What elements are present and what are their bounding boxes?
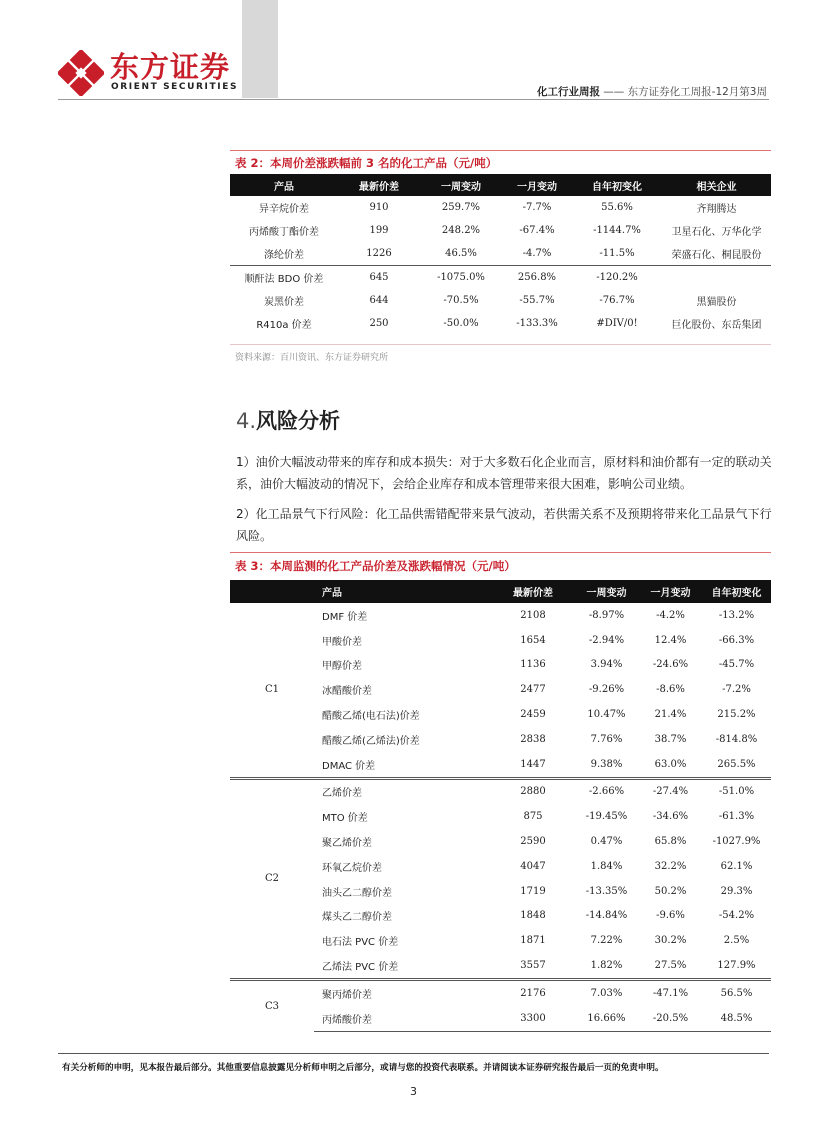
table-cell: 32.2% bbox=[654, 860, 687, 872]
table-cell: 2880 bbox=[492, 778, 574, 804]
table-cell: 甲醇价差 bbox=[322, 661, 362, 673]
table-cell: 1719 bbox=[520, 885, 546, 897]
table-cell: 0.47% bbox=[590, 836, 623, 848]
table-cell: 12.4% bbox=[654, 634, 687, 646]
table-cell: -1144.7% bbox=[593, 225, 641, 236]
table-cell: R410a 价差 bbox=[256, 320, 312, 331]
table3-top-rule bbox=[230, 552, 771, 553]
table-cell: 4047 bbox=[520, 860, 546, 872]
table-cell: 56.5% bbox=[702, 979, 771, 1005]
group-label: C2 bbox=[230, 778, 314, 979]
page-number: 3 bbox=[410, 1085, 417, 1098]
table-row bbox=[230, 312, 771, 335]
table-cell: 38.7% bbox=[654, 733, 687, 745]
table-cell: 27.5% bbox=[654, 960, 687, 972]
table-cell: 顺酐法 BDO 价差 bbox=[230, 266, 338, 290]
table2-title: 表 2：本周价差涨跌幅前 3 名的化工产品（元/吨） bbox=[235, 156, 498, 170]
table-cell: 油头乙二醇价差 bbox=[322, 887, 392, 899]
table2-header-row bbox=[230, 174, 771, 196]
table-cell: 7.03% bbox=[574, 979, 639, 1005]
risk-paragraph-1: 1）油价大幅波动带来的库存和成本损失：对于大多数石化企业而言，原材料和油价都有一定的联动关系，油价大幅波动的情况下，会给企业库存和成本管理带来很大困难，影响公司业绩。 bbox=[236, 455, 772, 491]
header-rule bbox=[58, 99, 769, 100]
table-cell: -66.3% bbox=[718, 634, 755, 646]
table-row bbox=[230, 242, 771, 266]
report-type: 化工行业周报 bbox=[536, 86, 600, 98]
table2-header: 产品 bbox=[230, 174, 338, 196]
table2-header: 一月变动 bbox=[502, 174, 572, 196]
table2-top-rule bbox=[230, 150, 771, 151]
table-cell: 30.2% bbox=[654, 935, 687, 947]
logo-chinese-text: 东方证券 bbox=[110, 50, 231, 84]
table-cell: 巨化股份、东岳集团 bbox=[671, 320, 762, 331]
table-cell: -2.94% bbox=[588, 634, 625, 646]
table-cell: DMF 价差 bbox=[322, 611, 368, 623]
table-cell: 3.94% bbox=[590, 659, 623, 671]
section-number: 4. bbox=[236, 409, 257, 433]
table-cell: -51.0% bbox=[702, 778, 771, 804]
table-cell: -24.6% bbox=[652, 659, 689, 671]
table-cell: 2590 bbox=[520, 836, 546, 848]
table-cell: 3300 bbox=[492, 1006, 574, 1031]
table3-header bbox=[230, 580, 314, 603]
table-row bbox=[230, 603, 771, 628]
table-cell: -20.5% bbox=[639, 1006, 702, 1031]
table3-header-row bbox=[230, 580, 771, 603]
table-cell: 250 bbox=[369, 318, 389, 329]
table-cell: 55.6% bbox=[601, 202, 633, 213]
table-cell: 醋酸乙烯(电石法)价差 bbox=[322, 711, 420, 723]
table-cell: 1226 bbox=[366, 248, 392, 259]
table3-header: 一周变动 bbox=[574, 580, 639, 603]
table-cell: 21.4% bbox=[654, 709, 687, 721]
table-cell: 2477 bbox=[520, 684, 546, 696]
table-cell: 1848 bbox=[520, 910, 546, 922]
table3-header: 一月变动 bbox=[639, 580, 702, 603]
table-cell: 1.84% bbox=[590, 860, 623, 872]
table-cell: -4.7% bbox=[522, 248, 552, 259]
table-cell: 2108 bbox=[520, 609, 546, 621]
table-row bbox=[230, 289, 771, 312]
table-cell: 冰醋酸价差 bbox=[322, 686, 372, 698]
table-cell: -9.26% bbox=[588, 684, 625, 696]
table-cell bbox=[662, 266, 771, 290]
table-cell: 215.2% bbox=[717, 709, 756, 721]
table-cell: -1075.0% bbox=[420, 266, 502, 290]
table-cell: 875 bbox=[523, 811, 543, 823]
risk-paragraph-2: 2）化工品景气下行风险：化工品供需错配带来景气波动，若供需关系不及预期将带来化工品景气下行风险。 bbox=[236, 507, 772, 543]
table-cell: 异辛烷价差 bbox=[259, 204, 309, 215]
table-cell: 丙烯酸丁酯价差 bbox=[249, 227, 319, 238]
table-cell: 2.5% bbox=[723, 935, 750, 947]
table-cell: 65.8% bbox=[654, 836, 687, 848]
table-cell: -54.2% bbox=[718, 910, 755, 922]
table-cell: -814.8% bbox=[715, 733, 758, 745]
table-cell: -19.45% bbox=[585, 811, 628, 823]
header-gray-block bbox=[242, 0, 278, 98]
table-cell: 涤纶价差 bbox=[264, 250, 304, 261]
table3 bbox=[230, 580, 771, 1032]
table2-header: 最新价差 bbox=[338, 174, 420, 196]
table-cell: 乙烯法 PVC 价差 bbox=[322, 962, 399, 974]
table-cell: 环氧乙烷价差 bbox=[322, 862, 382, 874]
table-cell: 3557 bbox=[520, 960, 546, 972]
table-row bbox=[230, 219, 771, 242]
table-cell: 265.5% bbox=[717, 758, 756, 770]
group-label: C1 bbox=[264, 684, 279, 696]
table-cell: 乙烯价差 bbox=[314, 778, 492, 804]
table-cell: -8.6% bbox=[656, 684, 685, 696]
table-cell: 1871 bbox=[520, 935, 546, 947]
section-heading bbox=[236, 405, 340, 435]
table-cell: -76.7% bbox=[599, 295, 635, 306]
table-cell: 16.66% bbox=[574, 1006, 639, 1031]
table-cell: 1447 bbox=[520, 758, 546, 770]
table-cell: 256.8% bbox=[502, 266, 572, 290]
table-cell: -50.0% bbox=[443, 318, 479, 329]
table-cell: 644 bbox=[369, 295, 389, 306]
group-label: C3 bbox=[230, 979, 314, 1031]
table-cell: -1027.9% bbox=[712, 836, 761, 848]
table2-source: 资料来源：百川资讯、东方证券研究所 bbox=[235, 353, 389, 363]
table-cell: 1654 bbox=[520, 634, 546, 646]
table-cell: 醋酸乙烯(乙烯法)价差 bbox=[322, 735, 420, 747]
table3-header: 自年初变化 bbox=[702, 580, 771, 603]
table-cell: #DIV/0! bbox=[596, 318, 638, 329]
table-cell: -67.4% bbox=[519, 225, 555, 236]
table-cell: -55.7% bbox=[519, 295, 555, 306]
table-cell: 2459 bbox=[520, 709, 546, 721]
table-cell: 29.3% bbox=[720, 885, 753, 897]
table-cell: DMAC 价差 bbox=[322, 760, 376, 772]
table-cell: MTO 价差 bbox=[322, 813, 368, 825]
table-cell: 齐翔腾达 bbox=[696, 204, 737, 215]
table2-header: 自年初变化 bbox=[572, 174, 662, 196]
table-cell: -45.7% bbox=[718, 659, 755, 671]
table-cell: -120.2% bbox=[572, 266, 662, 290]
table-cell: 63.0% bbox=[654, 758, 687, 770]
table-cell: 荣盛石化、桐昆股份 bbox=[671, 250, 762, 261]
table-cell: 甲酸价差 bbox=[322, 636, 362, 648]
table3-header: 产品 bbox=[314, 580, 492, 603]
table-row bbox=[230, 979, 771, 1005]
orient-logo-icon bbox=[58, 50, 104, 96]
table-row bbox=[230, 778, 771, 804]
table-cell: -2.66% bbox=[574, 778, 639, 804]
table-cell: 127.9% bbox=[717, 960, 756, 972]
table-cell: -9.6% bbox=[656, 910, 685, 922]
table3-header: 最新价差 bbox=[492, 580, 574, 603]
table-cell: -13.2% bbox=[718, 609, 755, 621]
table2-bottom-rule bbox=[230, 344, 771, 345]
table-cell: 黑猫股份 bbox=[696, 297, 737, 308]
section-title: 风险分析 bbox=[256, 409, 341, 433]
table-cell: 炭黑价差 bbox=[264, 297, 304, 308]
table-row bbox=[230, 196, 771, 219]
table-cell: 7.22% bbox=[590, 935, 623, 947]
table-cell: 62.1% bbox=[720, 860, 753, 872]
logo-english-text: ORIENT SECURITIES bbox=[111, 82, 239, 92]
table-cell: -4.2% bbox=[656, 609, 685, 621]
table-cell: 199 bbox=[369, 225, 389, 236]
footer-disclaimer: 有关分析师的申明，见本报告最后部分。其他重要信息披露见分析师申明之后部分，或请与您的投资代表联系。并请阅读本证券研究报告最后一页的免责申明。 bbox=[62, 1063, 664, 1073]
table-cell: 10.47% bbox=[587, 709, 626, 721]
table-cell: -70.5% bbox=[443, 295, 479, 306]
table-cell: 丙烯酸价差 bbox=[314, 1006, 492, 1031]
table-cell: 煤头乙二醇价差 bbox=[322, 912, 392, 924]
table-cell: -11.5% bbox=[599, 248, 635, 259]
table3-title: 表 3：本周监测的化工产品价差及涨跌幅情况（元/吨） bbox=[235, 559, 516, 573]
table-cell: 259.7% bbox=[441, 202, 481, 213]
header-dash: —— bbox=[599, 86, 628, 98]
footer-rule bbox=[58, 1053, 769, 1054]
table-cell: -14.84% bbox=[585, 910, 628, 922]
table-cell: -27.4% bbox=[639, 778, 702, 804]
table-cell: -47.1% bbox=[639, 979, 702, 1005]
table-cell: 2176 bbox=[492, 979, 574, 1005]
table-cell: -13.35% bbox=[585, 885, 628, 897]
table-cell: -7.2% bbox=[722, 684, 751, 696]
table-cell: 7.76% bbox=[590, 733, 623, 745]
table-cell: 46.5% bbox=[445, 248, 477, 259]
table-cell: -133.3% bbox=[516, 318, 558, 329]
report-title: 东方证券化工周报-12月第3周 bbox=[627, 86, 767, 98]
table-cell: 卫星石化、万华化学 bbox=[671, 227, 762, 238]
table2 bbox=[230, 174, 771, 335]
table-cell: 聚乙烯价差 bbox=[322, 838, 372, 850]
table-cell: 9.38% bbox=[590, 758, 623, 770]
table-cell: 1.82% bbox=[590, 960, 623, 972]
table-cell: 910 bbox=[369, 202, 389, 213]
table-cell: -61.3% bbox=[718, 811, 755, 823]
table2-header: 相关企业 bbox=[662, 174, 771, 196]
table2-header: 一周变动 bbox=[420, 174, 502, 196]
table-cell: 2838 bbox=[520, 733, 546, 745]
table-cell: 48.5% bbox=[702, 1006, 771, 1031]
table-cell: 50.2% bbox=[654, 885, 687, 897]
table-cell: 聚丙烯价差 bbox=[314, 979, 492, 1005]
table-cell: 248.2% bbox=[441, 225, 481, 236]
running-header bbox=[537, 84, 767, 99]
table-cell: 1136 bbox=[520, 659, 546, 671]
table-cell: -7.7% bbox=[522, 202, 552, 213]
table-cell: 电石法 PVC 价差 bbox=[322, 937, 399, 949]
table-row bbox=[230, 266, 771, 290]
table-cell: -34.6% bbox=[652, 811, 689, 823]
table-cell: -8.97% bbox=[588, 609, 625, 621]
table-cell: 645 bbox=[338, 266, 420, 290]
